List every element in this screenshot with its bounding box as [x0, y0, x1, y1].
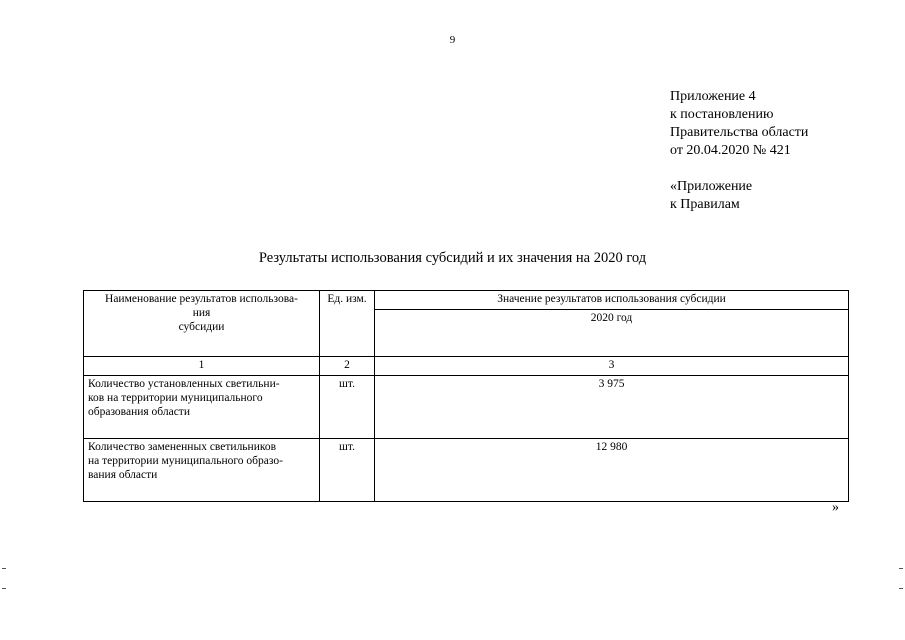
- row-value-cell: 3 975: [375, 376, 849, 439]
- header-name-line: Наименование результатов использова-: [105, 293, 298, 305]
- annex-line: Правительства области: [670, 125, 809, 140]
- page-number: 9: [449, 34, 456, 46]
- row-name-line: образования области: [88, 406, 190, 418]
- header-name-line: ния: [192, 307, 211, 319]
- margin-tick: [899, 568, 903, 569]
- row-name-line: вания области: [88, 469, 158, 481]
- document-title: Результаты использования субсидий и их значения на 2020 год: [258, 250, 647, 266]
- header-name-cell: [84, 291, 320, 357]
- column-number: 3: [375, 357, 849, 376]
- annex-sub-block: [670, 178, 752, 214]
- table-row: [84, 439, 849, 502]
- row-name-line: Количество замененных светильников: [88, 441, 277, 453]
- row-name-cell: [84, 376, 320, 439]
- annex-sub-line: «Приложение: [670, 179, 753, 194]
- column-number: 1: [84, 357, 320, 376]
- row-name-line: ков на территории муниципального: [88, 392, 263, 404]
- margin-tick: [899, 588, 903, 589]
- header-year-cell: 2020 год: [375, 310, 849, 357]
- header-unit-cell: Ед. изм.: [320, 291, 375, 357]
- annex-sub-line: к Правилам: [670, 197, 740, 212]
- header-name-line: субсидии: [178, 321, 225, 333]
- row-name-line: на территории муниципального образо-: [88, 455, 283, 467]
- margin-tick: [2, 588, 6, 589]
- column-number: 2: [320, 357, 375, 376]
- row-name-line: Количество установленных светильни-: [88, 378, 280, 390]
- row-name-cell: [84, 439, 320, 502]
- annex-line: к постановлению: [670, 107, 774, 122]
- annex-block: [670, 88, 808, 160]
- results-table: [83, 290, 849, 502]
- closing-quote: »: [832, 500, 839, 515]
- row-unit-cell: шт.: [320, 376, 375, 439]
- margin-tick: [2, 568, 6, 569]
- row-unit-cell: шт.: [320, 439, 375, 502]
- table-row: [84, 376, 849, 439]
- header-row: [84, 291, 849, 310]
- column-number-row: [84, 357, 849, 376]
- annex-line: от 20.04.2020 № 421: [670, 143, 791, 158]
- header-value-group-cell: Значение результатов использования субсидии: [375, 291, 849, 310]
- annex-line: Приложение 4: [670, 89, 756, 104]
- row-value-cell: 12 980: [375, 439, 849, 502]
